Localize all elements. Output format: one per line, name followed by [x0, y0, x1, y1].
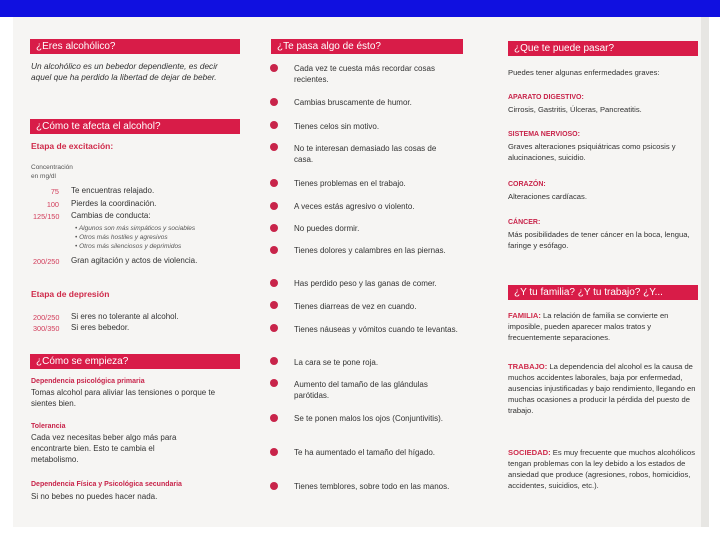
family-paragraph	[508, 310, 698, 343]
work-label: TRABAJO:	[508, 362, 548, 371]
digestive-title: APARATO DIGESTIVO:	[508, 94, 584, 101]
symptom-item: Aumento del tamaño de las glándulas parótidas.	[294, 380, 428, 400]
symptom-item: Se te ponen malos los ojos (Conjuntivitis).	[294, 414, 443, 423]
bullet-icon	[270, 224, 278, 232]
symptom-item: Tienes diarreas de vez en cuando.	[294, 302, 417, 311]
digestive-text: Cirrosis, Gastritis, Úlceras, Pancreatitis.	[508, 105, 642, 114]
bullet-icon	[270, 179, 278, 187]
dep-physical-text: Si no bebes no puedes hacer nada.	[31, 492, 158, 501]
bullet-icon	[270, 64, 278, 72]
bullet-icon	[270, 246, 278, 254]
conc-value: 75	[50, 187, 59, 196]
conc-value: 300/350	[33, 324, 60, 333]
top-bar	[0, 0, 720, 17]
conduct-item: • Otros más silenciosos y deprimidos	[75, 243, 182, 250]
work-text: La dependencia del alcohol es la causa de muchos accidentes laborales, baja por enfermedad, ausencias injustificadas y bajo rendimiento, llegando en muchas ocasiones a producir la pérdida del puesto de trabajo.	[508, 362, 696, 415]
dep-physical-title: Dependencia Física y Psicológica secundaria	[31, 481, 182, 488]
conc-value: 200/250	[33, 257, 60, 266]
bullet-icon	[270, 448, 278, 456]
tolerance-title: Tolerancia	[31, 423, 66, 430]
cancer-title: CÁNCER:	[508, 219, 541, 226]
society-text: Es muy frecuente que muchos alcohólicos tengan problemas con la ley debido a los estados de ansiedad que produce (agresiones, robos, homicidios, accidentes, suicidios, etc.).	[508, 448, 695, 490]
bullet-icon	[270, 379, 278, 387]
conc-value: 125/150	[33, 212, 60, 221]
conc-value: 200/250	[33, 313, 60, 322]
bullet-icon	[270, 121, 278, 129]
symptom-item: Tienes temblores, sobre todo en las manos.	[294, 482, 450, 491]
brochure-page	[13, 17, 709, 527]
dep-psychological-title: Dependencia psicológica primaria	[31, 378, 145, 385]
header-eres-alcoholico: ¿Eres alcohólico?	[30, 39, 240, 54]
bullet-icon	[270, 482, 278, 490]
bullet-icon	[270, 143, 278, 151]
heart-title: CORAZÓN:	[508, 181, 546, 188]
symptom-item: No te interesan demasiado las cosas de casa.	[294, 144, 437, 164]
dep-psychological-text: Tomas alcohol para aliviar las tensiones o porque te sientes bien.	[31, 388, 216, 408]
page-edge-shadow	[701, 17, 709, 527]
conc-text: Te encuentras relajado.	[71, 186, 155, 195]
symptom-item: La cara se te pone roja.	[294, 358, 379, 367]
excitation-stage-title: Etapa de excitación:	[31, 141, 114, 151]
conc-text: Pierdes la coordinación.	[71, 199, 157, 208]
bullet-icon	[270, 301, 278, 309]
symptom-item: Te ha aumentado el tamaño del hígado.	[294, 448, 435, 457]
tolerance-text: Cada vez necesitas beber algo más para encontrarte bien. Esto te cambia el metabolismo.	[31, 433, 177, 464]
symptom-item: Tienes celos sin motivo.	[294, 122, 380, 131]
conc-text: Cambias de conducta:	[71, 211, 151, 220]
bullet-icon	[270, 202, 278, 210]
symptom-item: Tienes dolores y calambres en las piernas.	[294, 246, 446, 255]
society-label: SOCIEDAD:	[508, 448, 551, 457]
nervous-text: Graves alteraciones psiquiátricas como psicosis y alucinaciones, suicidio.	[508, 142, 676, 162]
conc-text: Gran agitación y actos de violencia.	[71, 256, 198, 265]
conc-text: Si eres no tolerante al alcohol.	[71, 312, 179, 321]
conduct-item: • Algunos son más simpáticos y sociables	[75, 225, 196, 232]
work-paragraph	[508, 361, 698, 416]
nervous-title: SISTEMA NERVIOSO:	[508, 131, 580, 138]
header-como-afecta: ¿Cómo te afecta el alcohol?	[30, 119, 240, 134]
family-label: FAMILIA:	[508, 311, 541, 320]
header-familia-trabajo: ¿Y tu familia? ¿Y tu trabajo? ¿Y...	[508, 285, 698, 300]
bullet-icon	[270, 279, 278, 287]
symptom-item: Has perdido peso y las ganas de comer.	[294, 279, 437, 288]
diseases-intro: Puedes tener algunas enfermedades graves:	[508, 68, 660, 77]
cancer-text: Más posibilidades de tener cáncer en la boca, lengua, faringe y esófago.	[508, 230, 690, 250]
conc-value: 100	[46, 200, 59, 209]
symptom-item: No puedes dormir.	[294, 224, 360, 233]
header-que-puede-pasar: ¿Que te puede pasar?	[508, 41, 698, 56]
society-paragraph	[508, 447, 698, 491]
bullet-icon	[270, 98, 278, 106]
family-text: La relación de familia se convierte en imposible, pueden aparecer malos tratos y frecuentemente separaciones.	[508, 311, 669, 342]
header-como-empieza: ¿Cómo se empieza?	[30, 354, 240, 369]
depression-stage-title: Etapa de depresión	[31, 289, 110, 299]
symptom-item: A veces estás agresivo o violento.	[294, 202, 415, 211]
concentration-label: Concentración en mg/dl	[31, 164, 73, 180]
conduct-item: • Otros más hostiles y agresivos	[75, 234, 168, 241]
heart-text: Alteraciones cardíacas.	[508, 192, 587, 201]
bullet-icon	[270, 414, 278, 422]
symptom-item: Tienes náuseas y vómitos cuando te levantas.	[294, 325, 458, 334]
alcoholic-definition: Un alcohólico es un bebedor dependiente, es decir aquel que ha perdido la libertad de dejar de beber.	[31, 61, 218, 82]
header-te-pasa: ¿Te pasa algo de ésto?	[271, 39, 463, 54]
symptom-item: Cambias bruscamente de humor.	[294, 98, 412, 107]
bullet-icon	[270, 357, 278, 365]
symptom-item: Tienes problemas en el trabajo.	[294, 179, 406, 188]
bullet-icon	[270, 324, 278, 332]
symptom-item: Cada vez te cuesta más recordar cosas recientes.	[294, 64, 435, 84]
conc-text: Si eres bebedor.	[71, 323, 130, 332]
